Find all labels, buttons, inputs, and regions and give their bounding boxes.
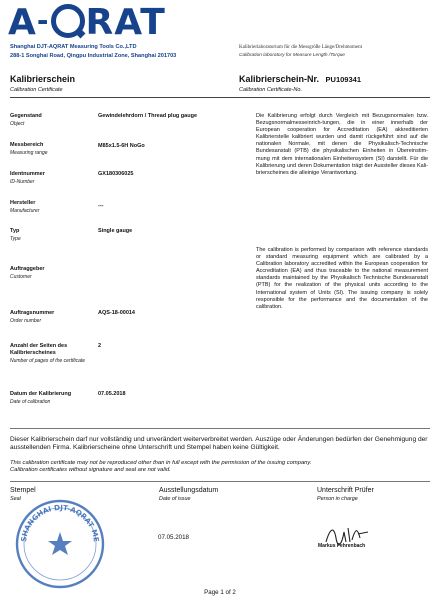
field-label-en: Customer (10, 274, 32, 280)
certificate-number-label-en: Calibration Certificate-No. (239, 87, 302, 93)
field-label-de: Auftraggeber (10, 266, 45, 272)
field-label-de: Auftragsnummer (10, 310, 55, 316)
field-value: GX180306025 (98, 171, 134, 177)
logo-text-right: RAT (85, 2, 166, 43)
issue-date-label-en: Date of issue (159, 496, 191, 502)
field-label-de: Messbereich (10, 142, 44, 148)
company-seal (14, 498, 106, 590)
footer-notice-de: Dieser Kalibrierschein darf nur vollständig und unverändert weiterverbreitet werden. Auszüge oder Änderungen bedürfen der Genehmigung der ausstellenden Firma. Kalibrierscheine ohne Unterschrift und Stempel haben keine Gültigkeit. (10, 436, 428, 451)
signature-divider (10, 481, 430, 482)
field-label-en: Type (10, 236, 21, 242)
certificate-number: PU109341 (325, 75, 361, 84)
certificate-number-label (239, 74, 361, 84)
company-address: 288-1 Songhai Road, Qingpu Industrial Zone, Shanghai 201703 (10, 53, 177, 59)
field-label-de: Typ (10, 228, 20, 234)
field-label-en: Order number (10, 318, 42, 324)
field-label-de: Hersteller (10, 200, 36, 206)
title-divider (10, 97, 430, 98)
logo-dash: - (36, 4, 50, 37)
field-value: AQS-18-00014 (98, 310, 135, 316)
calibration-text-en: The calibration is performed by comparison with reference standards or standard measuring equipment which are calibrated by a Calibration laboratory accredited within the European cooperation for Accreditation (EA) and thus traceable to the national measurement standards maintained by the Physikalisch Technische Bundesanstalt (PTB) for the realization of the physical units according to the International system of Units (SI). The issuing company is solely responsible for the performance and the documentation of the calibration. (256, 247, 428, 310)
issue-date-label: Ausstellungsdatum (159, 487, 219, 494)
field-label-de: Datum der Kalibrierung (10, 391, 72, 397)
field-label-de: Gegenstand (10, 113, 42, 119)
logo-q-mark (51, 4, 85, 38)
footer-notice-en-1: This calibration certificate may not be reproduced other than in full except with the permission of the issuing company. (10, 460, 312, 466)
seal-label: Stempel (10, 487, 36, 494)
field-value: Gewindelehrdorn / Thread plug gauge (98, 113, 198, 119)
field-label-en: Number of pages of the certificate (10, 358, 86, 364)
seal-label-en: Seal (10, 496, 21, 502)
field-label-de: Identnummer (10, 171, 45, 177)
field-value: Single gauge (98, 228, 133, 234)
field-value: M85x1.5-6H NoGo (98, 143, 145, 149)
footer-divider (10, 428, 430, 429)
certificate-title-en: Calibration Certificate (10, 87, 63, 93)
field-value: 2 (98, 343, 102, 349)
signer-name: Markus Fehrenbach (318, 543, 366, 549)
issue-date: 07.05.2018 (158, 534, 189, 541)
number-label-de: Kalibrierschein-Nr. (239, 74, 320, 84)
lab-description-en: Calibration laboratory for Measure Length /Torque (239, 53, 345, 58)
field-label-en: Manufacturer (10, 208, 40, 214)
certificate-title: Kalibrierschein (10, 74, 76, 84)
field-label-en: Measuring range (10, 150, 48, 156)
company-logo (8, 2, 166, 43)
field-label-de: Anzahl der Seiten des Kalibrierscheines (10, 343, 68, 356)
svg-text:SHANGHAI DJT-AQRAT MEASURING T: SHANGHAI DJT-AQRAT ME (19, 502, 101, 543)
field-label-en: Date of calibration (10, 399, 51, 405)
field-label-en: ID-Number (10, 179, 35, 185)
field-value: 07.05.2018 (98, 391, 126, 397)
company-name: Shanghai DJT-AQRAT Measuring Tools Co.,LTD (10, 44, 137, 50)
page-number: Page 1 of 2 (204, 589, 236, 596)
signer-label-en: Person in charge (317, 496, 358, 502)
field-label-en: Object (10, 121, 25, 127)
logo-text-left: A (8, 2, 37, 43)
calibration-text-de: Die Kalibrierung erfolgt durch Vergleich mit Bezugsnormalen bzw. Bezugsnormalmesseinrich-tungen, die in einer innerhalb der European cooperation for Accreditation (EA) akkreditierten Kalibrierstelle kalibriert wurden und damit rückgeführt sind auf die nationalen Normale, mit denen die Physikalisch-Technische Bundesanstalt (PTB) die physikalischen Einheiten in Übereinstim-mung mit dem internationalen Einheitensystem (SI) darstellt. Für die Kalibrierung und deren Dokumentation trägt der Aussteller dieses Kali-brierscheines die alleinige Verantwortung. (256, 113, 428, 176)
lab-description-de: Kalibrierlaboratorium für die Messgröße Länge/Drehmoment (239, 45, 363, 50)
signer-label: Unterschrift Prüfer (317, 487, 374, 494)
footer-notice-en-2: Calibration certificates without signature and seal are not valid. (10, 467, 171, 473)
field-value: --- (98, 203, 104, 209)
